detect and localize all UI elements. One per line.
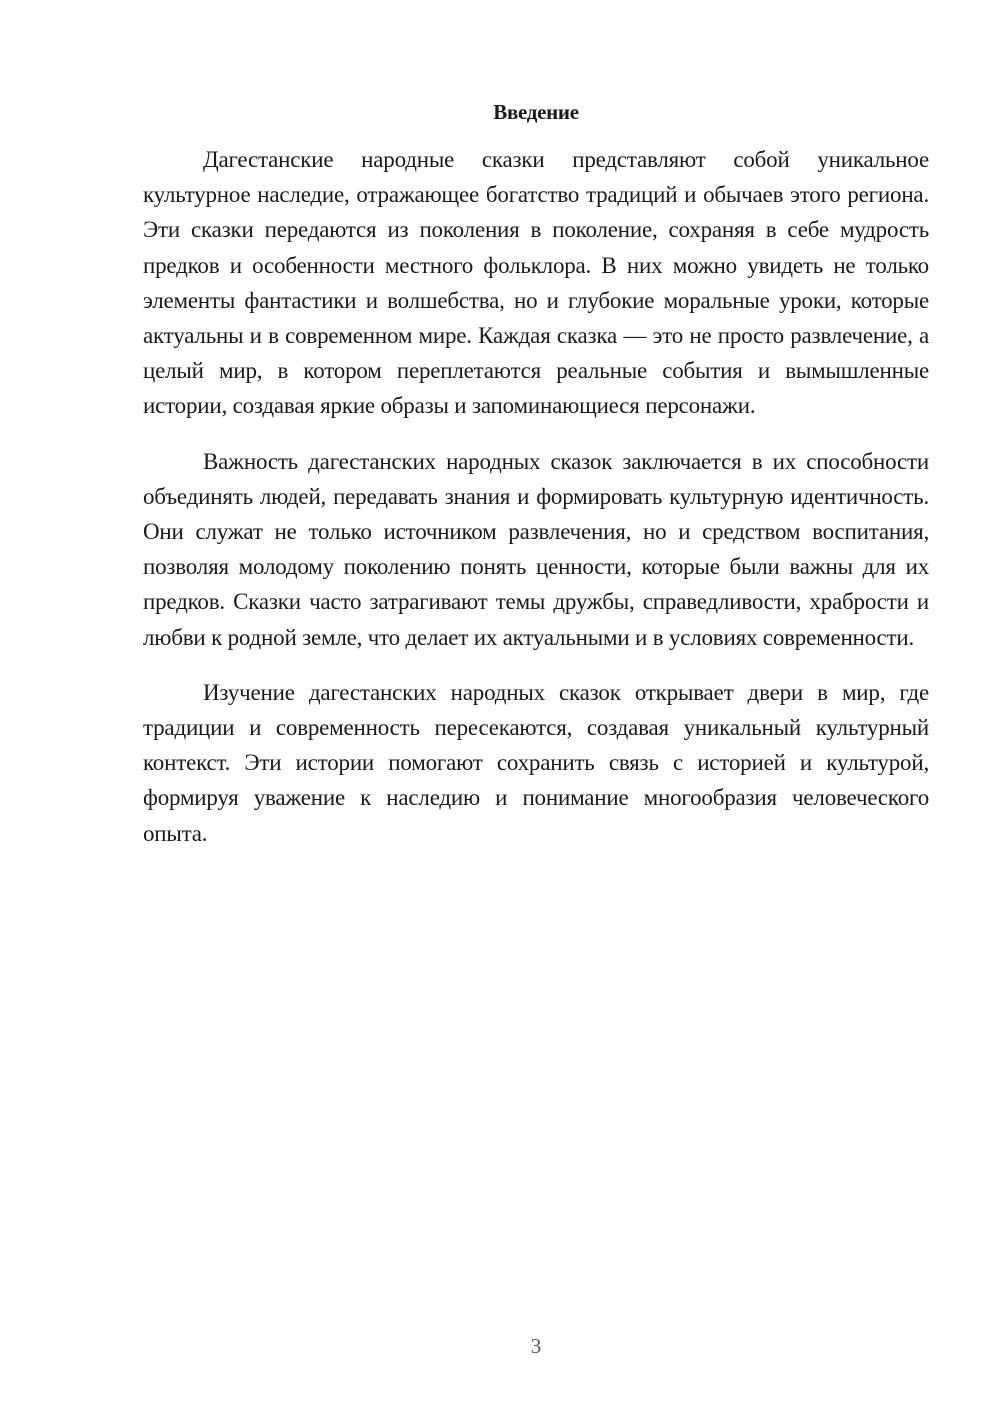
paragraph-1: Дагестанские народные сказки представляют собой уникальное культурное наследие, отражающее богатство традиций и обычаев этого региона. Эти сказки передаются из поколения в поколение, сохраняя в себе мудрость предков и особенности местного фольклора. В них можно увидеть не только элементы фантастики и волшебства, но и глубокие моральные уроки, которые актуальны и в современном мире. Каждая сказка — это не просто развлечение, а целый мир, в котором переплетаются реальные события и вымышленные истории, создавая яркие образы и запоминающиеся персонажи. — [143, 147, 929, 419]
body-text — [143, 142, 929, 871]
page-number: 3 — [530, 1334, 542, 1358]
paragraph-3: Изучение дагестанских народных сказок открывает двери в мир, где традиции и современность пересекаются, создавая уникальный культурный контекст. Эти истории помогают сохранить связь с историей и культурой, формируя уважение к наследию и понимание многообразия человеческого опыта. — [143, 679, 929, 846]
section-title: Введение — [493, 100, 579, 124]
paragraph-2: Важность дагестанских народных сказок заключается в их способности объединять людей, передавать знания и формировать культурную идентичность. Они служат не только источником развлечения, но и средством воспитания, позволяя молодому поколению понять ценности, которые были важны для их предков. Сказки часто затрагивают темы дружбы, справедливости, храбрости и любви к родной земле, что делает их актуальными и в условиях современности. — [143, 448, 929, 650]
